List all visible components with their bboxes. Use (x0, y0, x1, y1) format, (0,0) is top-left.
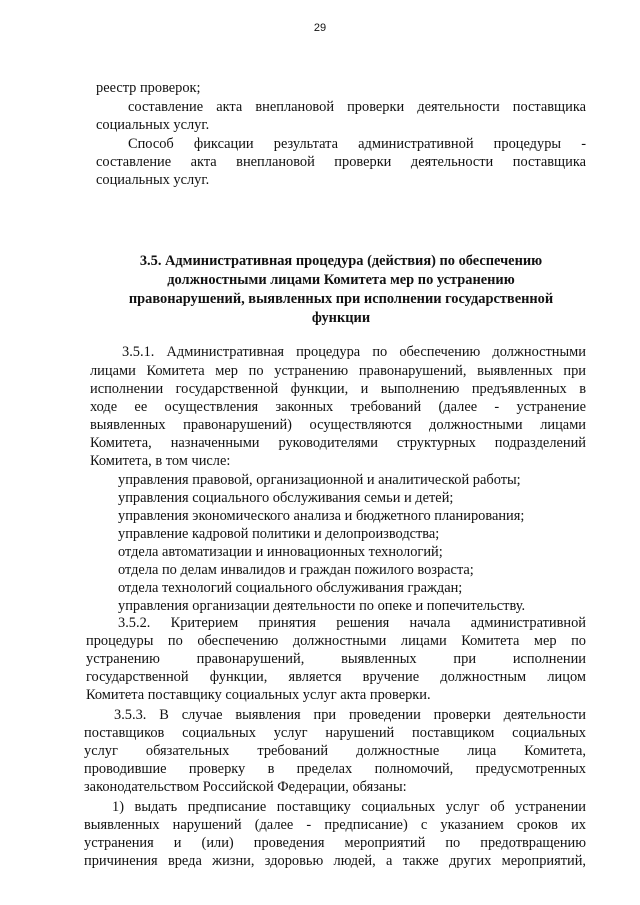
text-line: устранения и (или) проведения мероприятий по предотвращению (84, 835, 586, 851)
text-line: 3.5.1. Административная процедура по обеспечению должностными (122, 344, 586, 360)
text-line: лицами Комитета мер по устранению правонарушений, выявленных при (90, 363, 586, 379)
text-line: социальных услуг. (96, 172, 210, 188)
text-line: 1) выдать предписание поставщику социальных услуг об устранении (112, 799, 586, 815)
text-line: государственной функции, является вручение должностным лицом (86, 669, 586, 685)
text-line: проводившие проверку в пределах полномочий, предусмотренных (84, 761, 586, 777)
text-line: процедуры по обеспечению должностными лицами Комитета мер по (86, 633, 586, 649)
text-line: исполнении государственной функции, и выполнению предъявленных в (90, 381, 586, 397)
text-line: законодательством Российской Федерации, обязаны: (84, 779, 407, 795)
text-line: Комитета поставщику социальных услуг акта проверки. (86, 687, 431, 703)
text-line: Комитета, в том числе: (90, 453, 231, 469)
list-item: управление кадровой политики и делопроизводства; (118, 526, 440, 542)
section-heading-line: должностными лицами Комитета мер по устранению (167, 272, 515, 288)
text-line: выявленных нарушений (далее - предписание) с указанием сроков их (84, 817, 586, 833)
list-item: управления правовой, организационной и аналитической работы; (118, 472, 521, 488)
text-line: Комитета, назначенными руководителями структурных подразделений (90, 435, 586, 451)
text-line: выявленных правонарушений) осуществляются должностными лицами (90, 417, 586, 433)
text-line: 3.5.3. В случае выявления при проведении проверки деятельности (114, 707, 586, 723)
text-line: социальных услуг. (96, 117, 210, 133)
list-item: отдела по делам инвалидов и граждан пожилого возраста; (118, 562, 474, 578)
text-line: реестр проверок; (96, 80, 201, 96)
section-heading-line: 3.5. Административная процедура (действия) по обеспечению (139, 253, 543, 269)
text-line: причинения вреда жизни, здоровью людей, а также других мероприятий, (84, 853, 586, 869)
list-item: отдела автоматизации и инновационных технологий; (118, 544, 443, 560)
text-line: поставщиков социальных услуг нарушений поставщиком социальных (84, 725, 586, 741)
list-item: управления социального обслуживания семьи и детей; (118, 490, 454, 506)
list-item: отдела технологий социального обслуживания граждан; (118, 580, 463, 596)
text-line: услуг обязательных требований должностные лица Комитета, (84, 743, 586, 759)
text-line: составление акта внеплановой проверки деятельности поставщика (128, 99, 586, 115)
list-item: управления организации деятельности по опеке и попечительству. (118, 598, 526, 614)
text-line: составление акта внеплановой проверки деятельности поставщика (96, 154, 586, 170)
text-line: 3.5.2. Критерием принятия решения начала административной (118, 615, 586, 631)
section-heading-line: правонарушений, выявленных при исполнении государственной (128, 291, 554, 307)
text-line: устранению правонарушений, выявленных при исполнении (86, 651, 586, 667)
list-item: управления экономического анализа и бюджетного планирования; (118, 508, 525, 524)
section-heading-line: функции (311, 310, 371, 326)
text-line: ходе ее осуществления законных требований (далее - устранение (90, 399, 586, 415)
text-line: Способ фиксации результата административной процедуры - (128, 136, 586, 152)
page-number: 29 (313, 22, 327, 34)
